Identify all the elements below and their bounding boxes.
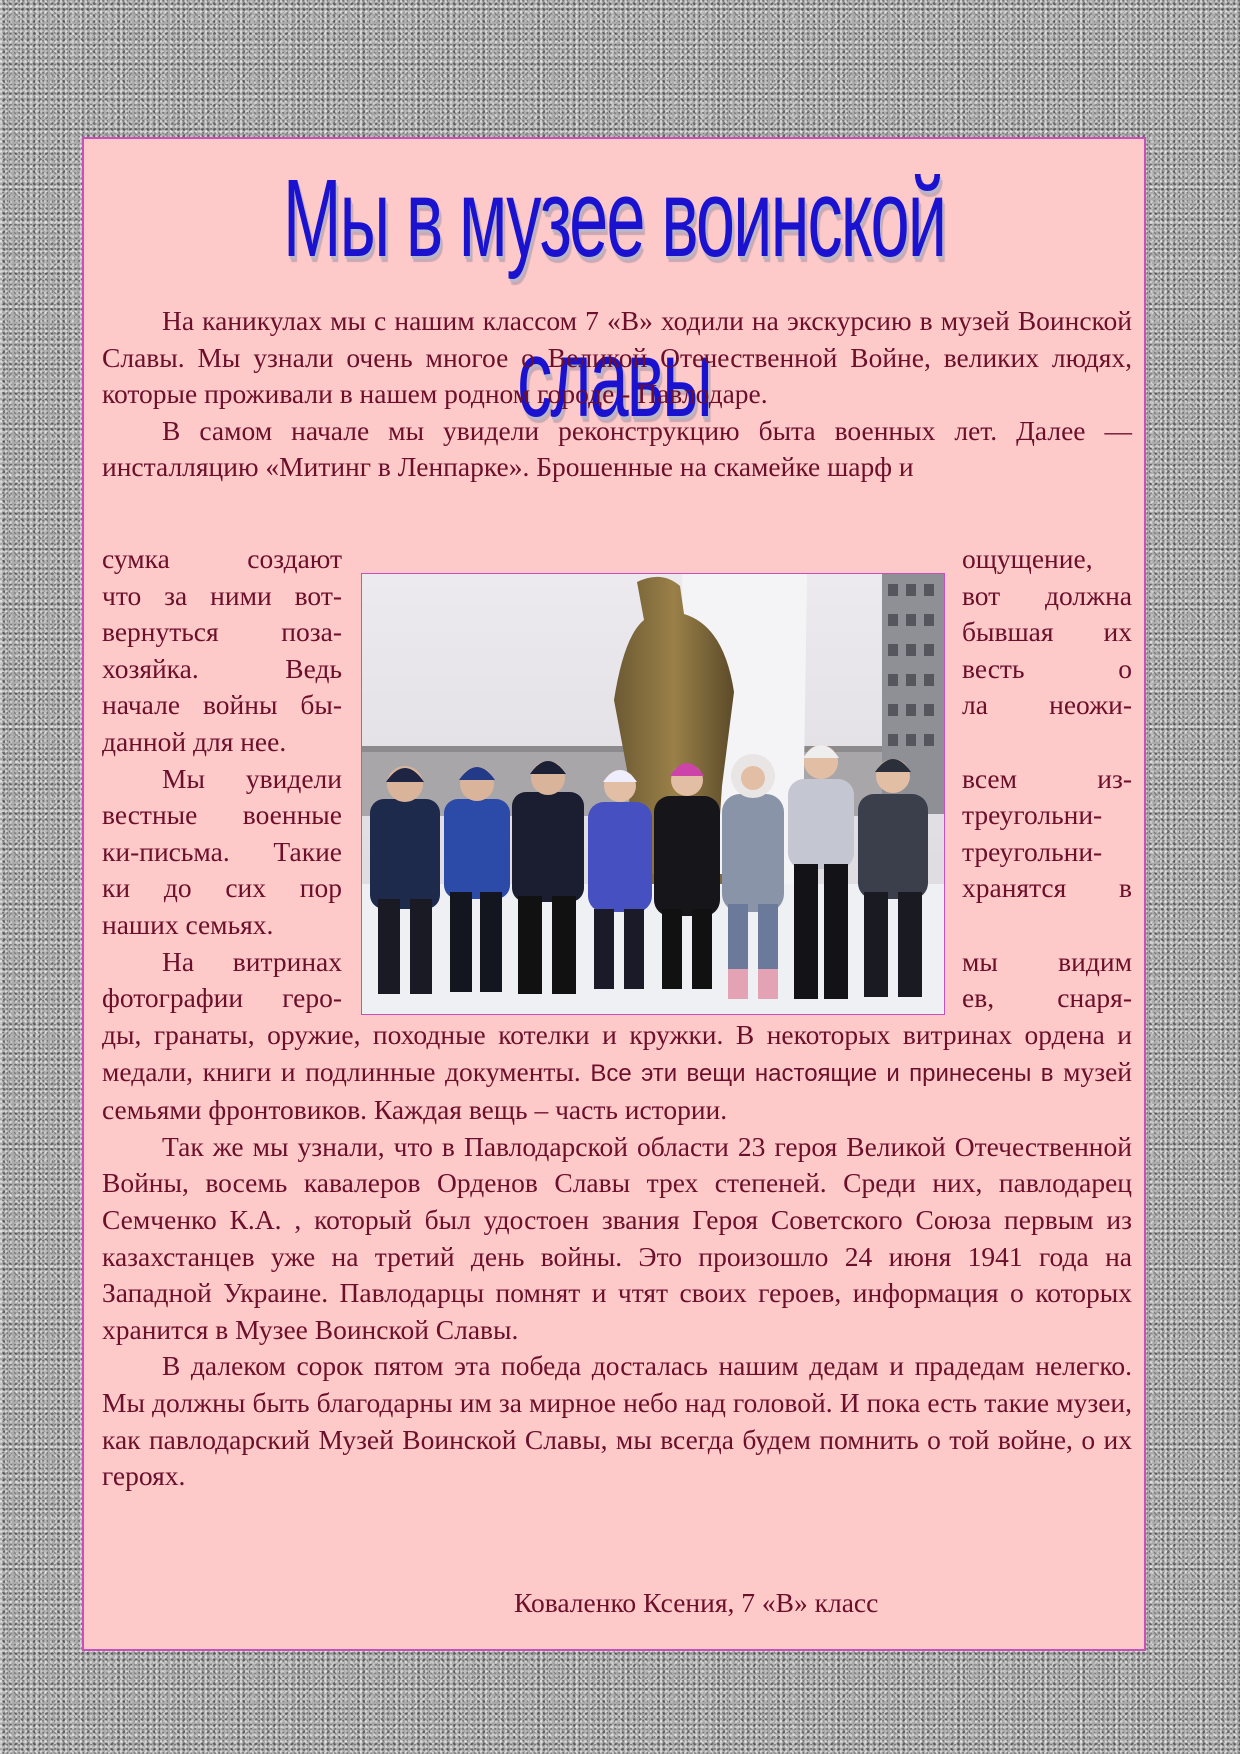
wrap-line-left: вернуться поза-: [102, 616, 342, 648]
paragraph-3: [102, 1017, 1132, 1129]
wrap-line-right: всем из-: [962, 762, 1132, 794]
article-page: [82, 137, 1146, 1651]
wrap-line-left: хозяйка. Ведь: [102, 652, 342, 684]
wrap-column-right: [962, 541, 1132, 1017]
wrap-line-right: ла неожи-: [962, 689, 1132, 721]
paragraph-1: На каникулах мы с нашим классом 7 «В» ходили на экскурсию в музей Воинской Славы. Мы узнали очень многое о Великой Отечественной Войне, великих людях, которые проживали в нашем родном городе - Павлодаре.: [102, 305, 1132, 410]
article-body-bottom: [102, 1017, 1132, 1495]
wrap-line-left: ки до сих пор: [102, 872, 342, 904]
wrap-line-right: бывшая их: [962, 616, 1132, 648]
wrap-line-right: хранятся в: [962, 872, 1132, 904]
wrap-line-right: треугольни-: [962, 799, 1103, 831]
wrap-line-right: треугольни-: [962, 835, 1103, 867]
wrap-line-left: ки-письма. Такие: [102, 835, 342, 867]
wrap-line-left: Мы увидели: [162, 762, 342, 794]
author-signature: Коваленко Ксения, 7 «В» класс: [514, 1587, 879, 1618]
paragraph-4: Так же мы узнали, что в Павлодарской области 23 героя Великой Отечественной Войны, восемь кавалеров Орденов Славы трех степеней. Среди них, павлодарец Семченко К.А. , который был удостоен звания Героя Советского Союза первым из казахстанцев уже на третий день войны. Это произошло 24 июня 1941 года на Западной Украине. Павлодарцы помнят и чтят своих героев, информация о которых хранится в Музее Воинской Славы.: [102, 1130, 1132, 1345]
paragraph-2-intro: В самом начале мы увидели реконструкцию быта военных лет. Далее — инсталляцию «Митинг в Ленпарке». Брошенные на скамейке шарф и: [102, 414, 1132, 483]
wrap-line-left: данной для нее.: [102, 725, 287, 757]
wrap-line-right: ев, снаря-: [962, 982, 1132, 1014]
wrap-line-right: [962, 724, 1132, 761]
paragraph-3-start: ды, гранаты, оружие, походные котелки и кружки. В некоторых витринах ордена и медали, книги и подлинные документы.: [102, 1019, 1132, 1087]
wrap-line-left: фотографии геро-: [102, 982, 342, 1014]
paragraph-5: В далеком сорок пятом эта победа досталась нашим дедам и прадедам нелегко. Мы должны быть благодарны им за мирное небо над головой. И пока есть такие музеи, как павлодарский Музей Воинской Славы, мы всегда будем помнить о той войне, о их героях.: [102, 1350, 1132, 1492]
class-photo-at-monument: [361, 573, 945, 1015]
wrap-line-left: что за ними вот-: [102, 579, 342, 611]
wrap-line-left: начале войны бы-: [102, 689, 342, 721]
wrap-line-right: [962, 907, 1132, 944]
paragraph-3-end: музей семьями фронтовиков. Каждая вещь – часть истории.: [102, 1055, 1133, 1126]
wrap-column-left: [102, 541, 342, 1017]
paragraph-3-highlight: Все эти вещи настоящие и принесены в: [590, 1059, 1054, 1087]
article-body-top: [102, 303, 1132, 486]
wrap-line-left: На витринах: [162, 945, 342, 977]
wrap-line-left: сумка создают: [102, 543, 342, 574]
article-title: Мы в музее воинской славы: [282, 157, 946, 440]
wrap-line-left: наших семьях.: [102, 908, 274, 940]
wrap-line-right: весть о: [962, 652, 1132, 684]
wrap-line-left: вестные военные: [102, 799, 342, 831]
wrap-line-right: вот должна: [962, 579, 1132, 611]
wrap-line-right: ощущение,: [962, 543, 1093, 574]
wrap-line-right: мы видим: [962, 945, 1132, 977]
